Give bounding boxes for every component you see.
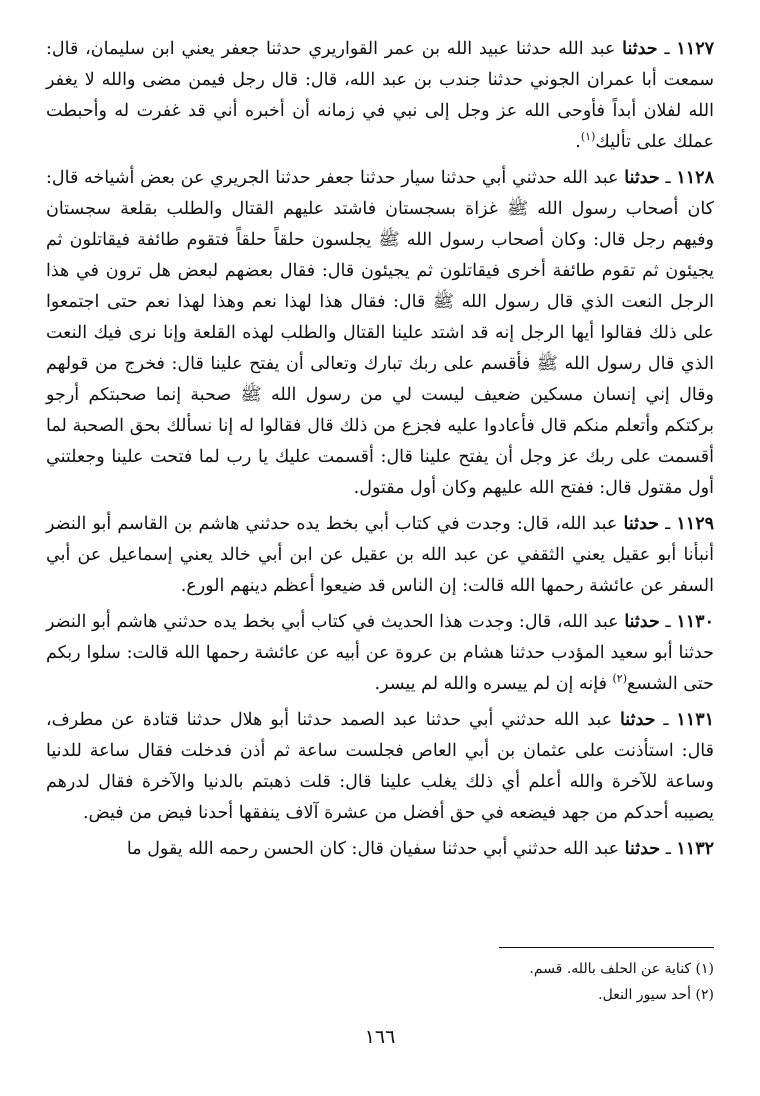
hadith-label: حدثنا	[624, 168, 660, 188]
hadith-body: عبد الله حدثني أبي حدثنا سفيان قال: كان الحسن رحمه الله يقول ما	[126, 839, 625, 859]
hadith-1131	[46, 705, 714, 829]
footnote-marker: (١)	[695, 961, 714, 977]
footnote-divider	[499, 947, 714, 948]
hadith-tail: .	[575, 132, 581, 152]
footnote-reference-1[interactable]: (١)	[580, 130, 596, 144]
hadith-number: ١١٢٩	[676, 514, 714, 534]
hadith-label: حدثنا	[624, 612, 660, 632]
footnote-text: أحد سيور النعل.	[598, 987, 692, 1003]
footnote-text: كناية عن الحلف بالله. قسم.	[529, 961, 692, 977]
hadith-number: ١١٢٧	[676, 39, 714, 59]
page-number: ١٦٦	[364, 1026, 396, 1048]
hadith-body: عبد الله حدثني أبي حدثنا سيار حدثنا جعفر حدثنا الجريري عن بعض أشياخه قال: كان أصحاب رسول الله ﷺ غزاة بسجستان فاشتد عليهم القتال والطلب بقلعة سجستان وفيهم رجل قال: وكان أصحاب رسول الله ﷺ يجلسون حلقاً حلقاً فتقوم طائفة فيقاتلون ثم يجيئون ثم تقوم طائفة أخرى فيقاتلون ثم يجيئون قال: فقال بعضهم لبعض هل ترون في هذا الرجل النعت الذي قال رسول الله ﷺ قال: فقال هذا لهذا نعم وهذا لهذا نعم حتى اجتمعوا على ذلك فقالوا أيها الرجل إنه قد اشتد علينا القتال والطلب لهذه القلعة وإنا نرى فيك النعت الذي قال رسول الله ﷺ فأقسم على ربك تبارك وتعالى أن يفتح علينا قال: فخرج من قولهم وقال إني إنسان مسكين ضعيف ليست لي من رسول الله ﷺ صحبة إنما صحبتكم أرجو بركتكم وأتعلم منكم قال فأعادوا عليه فجزع من ذلك قال فقالوا له إنا نسألك بحق الصحبة لما أقسمت على ربك عز وجل أن يفتح علينا قال: أقسمت عليك يا رب لما فتحت علينا وجعلتني أول مقتول قال: ففتح الله عليهم وكان أول مقتول.	[46, 168, 714, 498]
hadith-1128	[46, 163, 714, 504]
hadith-1132	[46, 834, 714, 865]
hadith-1130	[46, 607, 714, 700]
hadith-separator: ـ	[655, 710, 677, 730]
hadith-label: حدثنا	[622, 39, 658, 59]
hadith-number: ١١٣٠	[676, 612, 714, 632]
hadith-number: ١١٣١	[676, 710, 714, 730]
hadith-body: عبد الله، قال: وجدت هذا الحديث في كتاب أبي بخط يده حدثني هاشم أبو النضر حدثنا أبو سعيد المؤدب حدثنا هشام بن عروة عن أبيه عن عائشة رحمها الله قالت: سلوا ربكم حتى الشسع	[46, 612, 714, 694]
hadith-body: عبد الله حدثني أبي حدثنا عبد الصمد حدثنا أبو هلال حدثنا قتادة عن مطرف، قال: استأذنت على عثمان بن أبي العاص فجلست ساعة ثم أذن فدخلت فقال ساعة للدنيا وساعة للآخرة والله أعلم أي ذلك يغلب علينا قال: قلت ذهبتم بالدنيا والآخرة فقال لدرهم يصيبه أحدكم من جهد فيضعه في حق أفضل من عشرة آلاف ينفقها أحدنا فيض من فيض.	[46, 710, 714, 823]
hadith-separator: ـ	[660, 839, 677, 859]
hadith-number: ١١٣٢	[676, 839, 714, 859]
hadith-1127	[46, 34, 714, 158]
hadith-separator: ـ	[659, 612, 677, 632]
hadith-body: عبد الله، قال: وجدت في كتاب أبي بخط يده حدثني هاشم بن القاسم أبو النضر أنبأنا أبو عقيل يعني الثقفي عن عبد الله بن عقيل عن ابن أبي خالد يعني إسماعيل عن أبي السفر عن عائشة رحمها الله قالت: إن الناس قد ضيعوا أعظم دينهم الورع.	[46, 514, 714, 596]
hadith-separator: ـ	[658, 514, 677, 534]
footnotes	[46, 947, 714, 1008]
hadith-number: ١١٢٨	[676, 168, 714, 188]
footnote-marker: (٢)	[695, 987, 714, 1003]
hadith-1129	[46, 509, 714, 602]
hadith-label: حدثنا	[624, 839, 661, 859]
hadith-separator: ـ	[659, 168, 677, 188]
hadith-label: حدثنا	[623, 514, 659, 534]
hadith-label: حدثنا	[619, 710, 656, 730]
footnote-reference-2[interactable]: (٢)	[612, 672, 628, 686]
footnote-1	[46, 956, 714, 982]
hadith-separator: ـ	[657, 39, 677, 59]
hadith-text-block	[46, 34, 714, 865]
hadith-tail: فإنه إن لم ييسره والله لم ييسر.	[374, 674, 613, 694]
footnote-2	[46, 982, 714, 1008]
hadith-body: عبد الله حدثنا عبيد الله بن عمر القواريري حدثنا جعفر يعني ابن سليمان، قال: سمعت أبا عمران الجوني حدثنا جندب بن عبد الله، قال: قال رجل فيمن مضى والله لا يغفر الله لفلان أبداً فأوحى الله عز وجل إلى نبي في زمانه أن أخبره أني قد غفرت له وأحبطت عملك على تأليك	[46, 39, 714, 152]
